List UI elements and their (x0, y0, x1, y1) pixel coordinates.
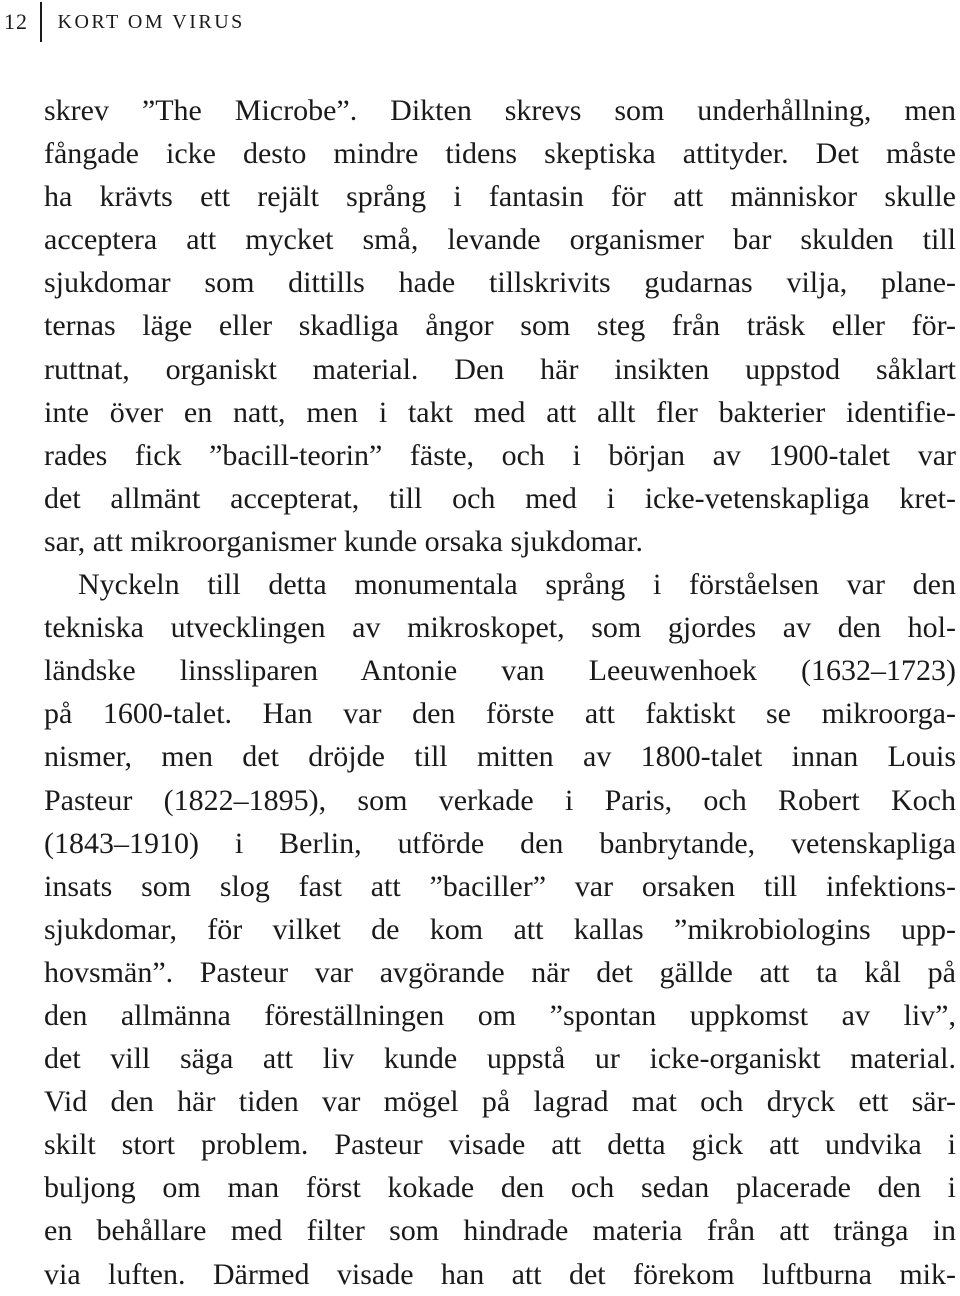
running-head (0, 4, 245, 40)
text-line: ländske linssliparen Antonie van Leeuwenhoek (1632–1723) (44, 654, 956, 688)
text-line: på 1600-talet. Han var den förste att faktiskt se mikroorga- (44, 697, 956, 731)
text-line: (1843–1910) i Berlin, utförde den banbrytande, vetenskapliga (44, 826, 956, 860)
paragraph-first-line: Nyckeln till detta monumentala språng i förståelsen var den (78, 568, 956, 602)
text-line: hovsmän”. Pasteur var avgörande när det gällde att ta kål på (44, 955, 956, 989)
text-line: den allmänna föreställningen om ”spontan uppkomst av liv”, (44, 998, 956, 1032)
text-line: det allmänt accepterat, till och med i icke-vetenskapliga kret- (44, 481, 956, 515)
text-line: fångade icke desto mindre tidens skeptiska attityder. Det måste (44, 137, 956, 171)
running-title: KORT OM VIRUS (57, 11, 245, 33)
body-text (44, 89, 956, 1296)
text-line: ha krävts ett rejält språng i fantasin för att människor skulle (44, 180, 956, 214)
text-line: via luften. Därmed visade han att det förekom luftburna mik- (44, 1257, 956, 1291)
text-line: nismer, men det dröjde till mitten av 1800-talet innan Louis (44, 740, 956, 774)
text-line: sjukdomar, för vilket de kom att kallas ”mikrobiologins upp- (44, 912, 956, 946)
text-line: skilt stort problem. Pasteur visade att detta gick att undvika i (44, 1128, 956, 1162)
text-line: rades fick ”bacill-teorin” fäste, och i början av 1900-talet var (44, 438, 956, 472)
text-line: Vid den här tiden var mögel på lagrad mat och dryck ett sär- (44, 1085, 956, 1119)
text-line: ruttnat, organiskt material. Den här insikten uppstod såklart (44, 352, 956, 386)
text-line: skrev ”The Microbe”. Dikten skrevs som underhållning, men (44, 94, 956, 127)
text-line: tekniska utvecklingen av mikroskopet, som gjordes av den hol- (44, 611, 956, 645)
page-number: 12 (4, 9, 28, 34)
text-line: inte över en natt, men i takt med att allt fler bakterier identifie- (44, 395, 956, 429)
paragraph-last-line: sar, att mikroorganismer kunde orsaka sjukdomar. (44, 524, 643, 558)
text-line: det vill säga att liv kunde uppstå ur icke-organiskt material. (44, 1042, 956, 1076)
text-line: ternas läge eller skadliga ångor som steg från träsk eller för- (44, 309, 956, 343)
text-line: Pasteur (1822–1895), som verkade i Paris, och Robert Koch (44, 783, 956, 817)
text-line: en behållare med filter som hindrade materia från att tränga in (44, 1214, 956, 1248)
text-line: buljong om man först kokade den och sedan placerade den i (44, 1171, 956, 1205)
text-line: insats som slog fast att ”baciller” var orsaken till infektions- (44, 869, 956, 903)
text-line: acceptera att mycket små, levande organismer bar skulden till (44, 223, 956, 257)
text-line: sjukdomar som dittills hade tillskrivits gudarnas vilja, plane- (44, 266, 956, 300)
